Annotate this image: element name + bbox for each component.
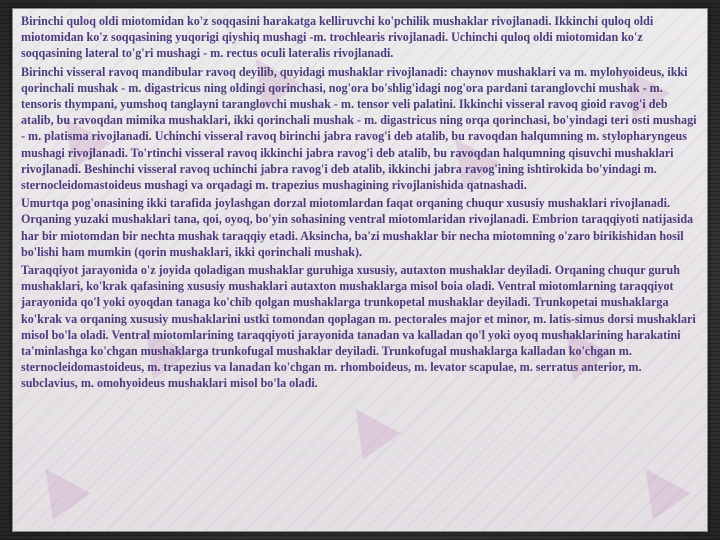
watermark-mark-5: ▲	[117, 302, 196, 386]
paragraph-1: Birinchi quloq oldi miotomidan ko'z soqqasini harakatga kelliruvchi ko'pchilik mushaklar rivojlanadi. Ikkinchi quloq oldi miotomidan ko'z soqqasining yuqorigi qiyshiq mushagi -m. trochlearis rivojlanadi. Uchinchi quloq oldi miotomidan ko'z soqqasining lateral to'g'ri mushagi - m. rectus oculi lateralis rivojlanadi.	[21, 14, 654, 61]
paragraph-3: Umurtqa pog'onasining ikki tarafida joylashgan dorzal miotomlardan faqat orqaning chuqur xususiy mushaklari rivojlanadi. Orqaning yuzaki mushaklari tana, qoi, oyoq, bo'yin sohasining ventral miotomlaridan rivojlanadi. Embrion taraqqiyoti natijasida har bir miotomdan bir nechta mushak taraqqiy etadi. Aksincha, ba'zi mushaklar bir necha miotomning o'zaro birikishidan hosil bo'lishi ham mumkin (qorin mushaklari, ikki qorinchali mushak).	[21, 196, 694, 259]
watermark-mark-6: ▲	[327, 382, 406, 466]
watermark-mark-3: ▲	[427, 112, 506, 196]
document-body	[21, 13, 701, 394]
watermark-mark-8: ▲	[17, 442, 96, 526]
watermark-mark-2: ▲	[227, 32, 306, 116]
watermark-mark-4: ▲	[597, 42, 676, 126]
watermark-mark-1: ▲	[37, 92, 116, 176]
watermark-mark-9: ▲	[617, 442, 696, 526]
watermark-mark-7: ▲	[537, 302, 616, 386]
slide-frame	[12, 8, 708, 532]
paragraph-2: Birinchi visseral ravoq mandibular ravoq deyilib, quyidagi mushaklar rivojlanadi: chaynov mushaklari va m. mylohyoideus, ikki qorinchali mushak - m. digastricus ning oldingi qorinchasi, nog'ora bo'shlig'idagi nog'ora pardani taranglovchi mushak - m. tensoris thympani, yumshoq tanglayni taranglovchi mushak - m. tensor veli palatini. Ikkinchi visseral ravoq gioid ravog'i deb atalib, bu ravoqdan mimika mushaklari, ikki qorinchali mushak - m. digastricus ning orqa qorinchasi, bo'yindagi teri osti mushagi - m. platisma rivojlanadi. Uchinchi visseral ravoq birinchi jabra ravog'i deb atalib, bu ravoqdan halqumning m. stylopharyngeus mushagi rivojlanadi. To'rtinchi visseral ravoq ikkinchi jabra ravog'i deb atalib, bu ravoqdan halqumning qisuvchi mushaklari rivojlanadi. Beshinchi visseral ravoq uchinchi jabra ravog'i deb atalib, ikkinchi jabra ravog'ining ishtirokida bo'yindagi m. sternocleidomastoideus mushagi va orqadagi m. trapezius mushagining rivojlanishida qatnashadi.	[21, 64, 697, 193]
paragraph-4: Taraqqiyot jarayonida o'z joyida qoladigan mushaklar guruhiga xususiy, autaxton mushaklar deyiladi. Orqaning chuqur guruh mushaklari, ko'krak qafasining xususiy mushaklari autaxton mushaklarga misol boia oladi. Ventral miotomlarning taraqqiyot jarayonida qo'l yoki oyoqdan tanaga ko'chib qolgan mushaklarga trunkopetal mushaklar deyiladi. Trunkopetai mushaklarga ko'krak va orqaning xususiy mushaklarini ustki tomondan qoplagan m. pectorales major et minor, m. latis-simus dorsi mushaklari misol bo'la oladi. Ventral miotomlarining taraqqiyoti jarayonida tanadan va kalladan qo'l yoki oyoq mushaklarining harakatini ta'minlashga ko'chgan mushaklarga trunkofugal mushaklar deyiladi. Trunkofugal mushaklarga kalladan ko'chgan m. sternocleidomastoideus, m. trapezius va lanadan ko'chgan m. rhomboideus, m. levator scapulae, m. serratus anterior, m. subclavius, m. omohyoideus mushaklari misol bo'la oladi.	[21, 263, 696, 391]
